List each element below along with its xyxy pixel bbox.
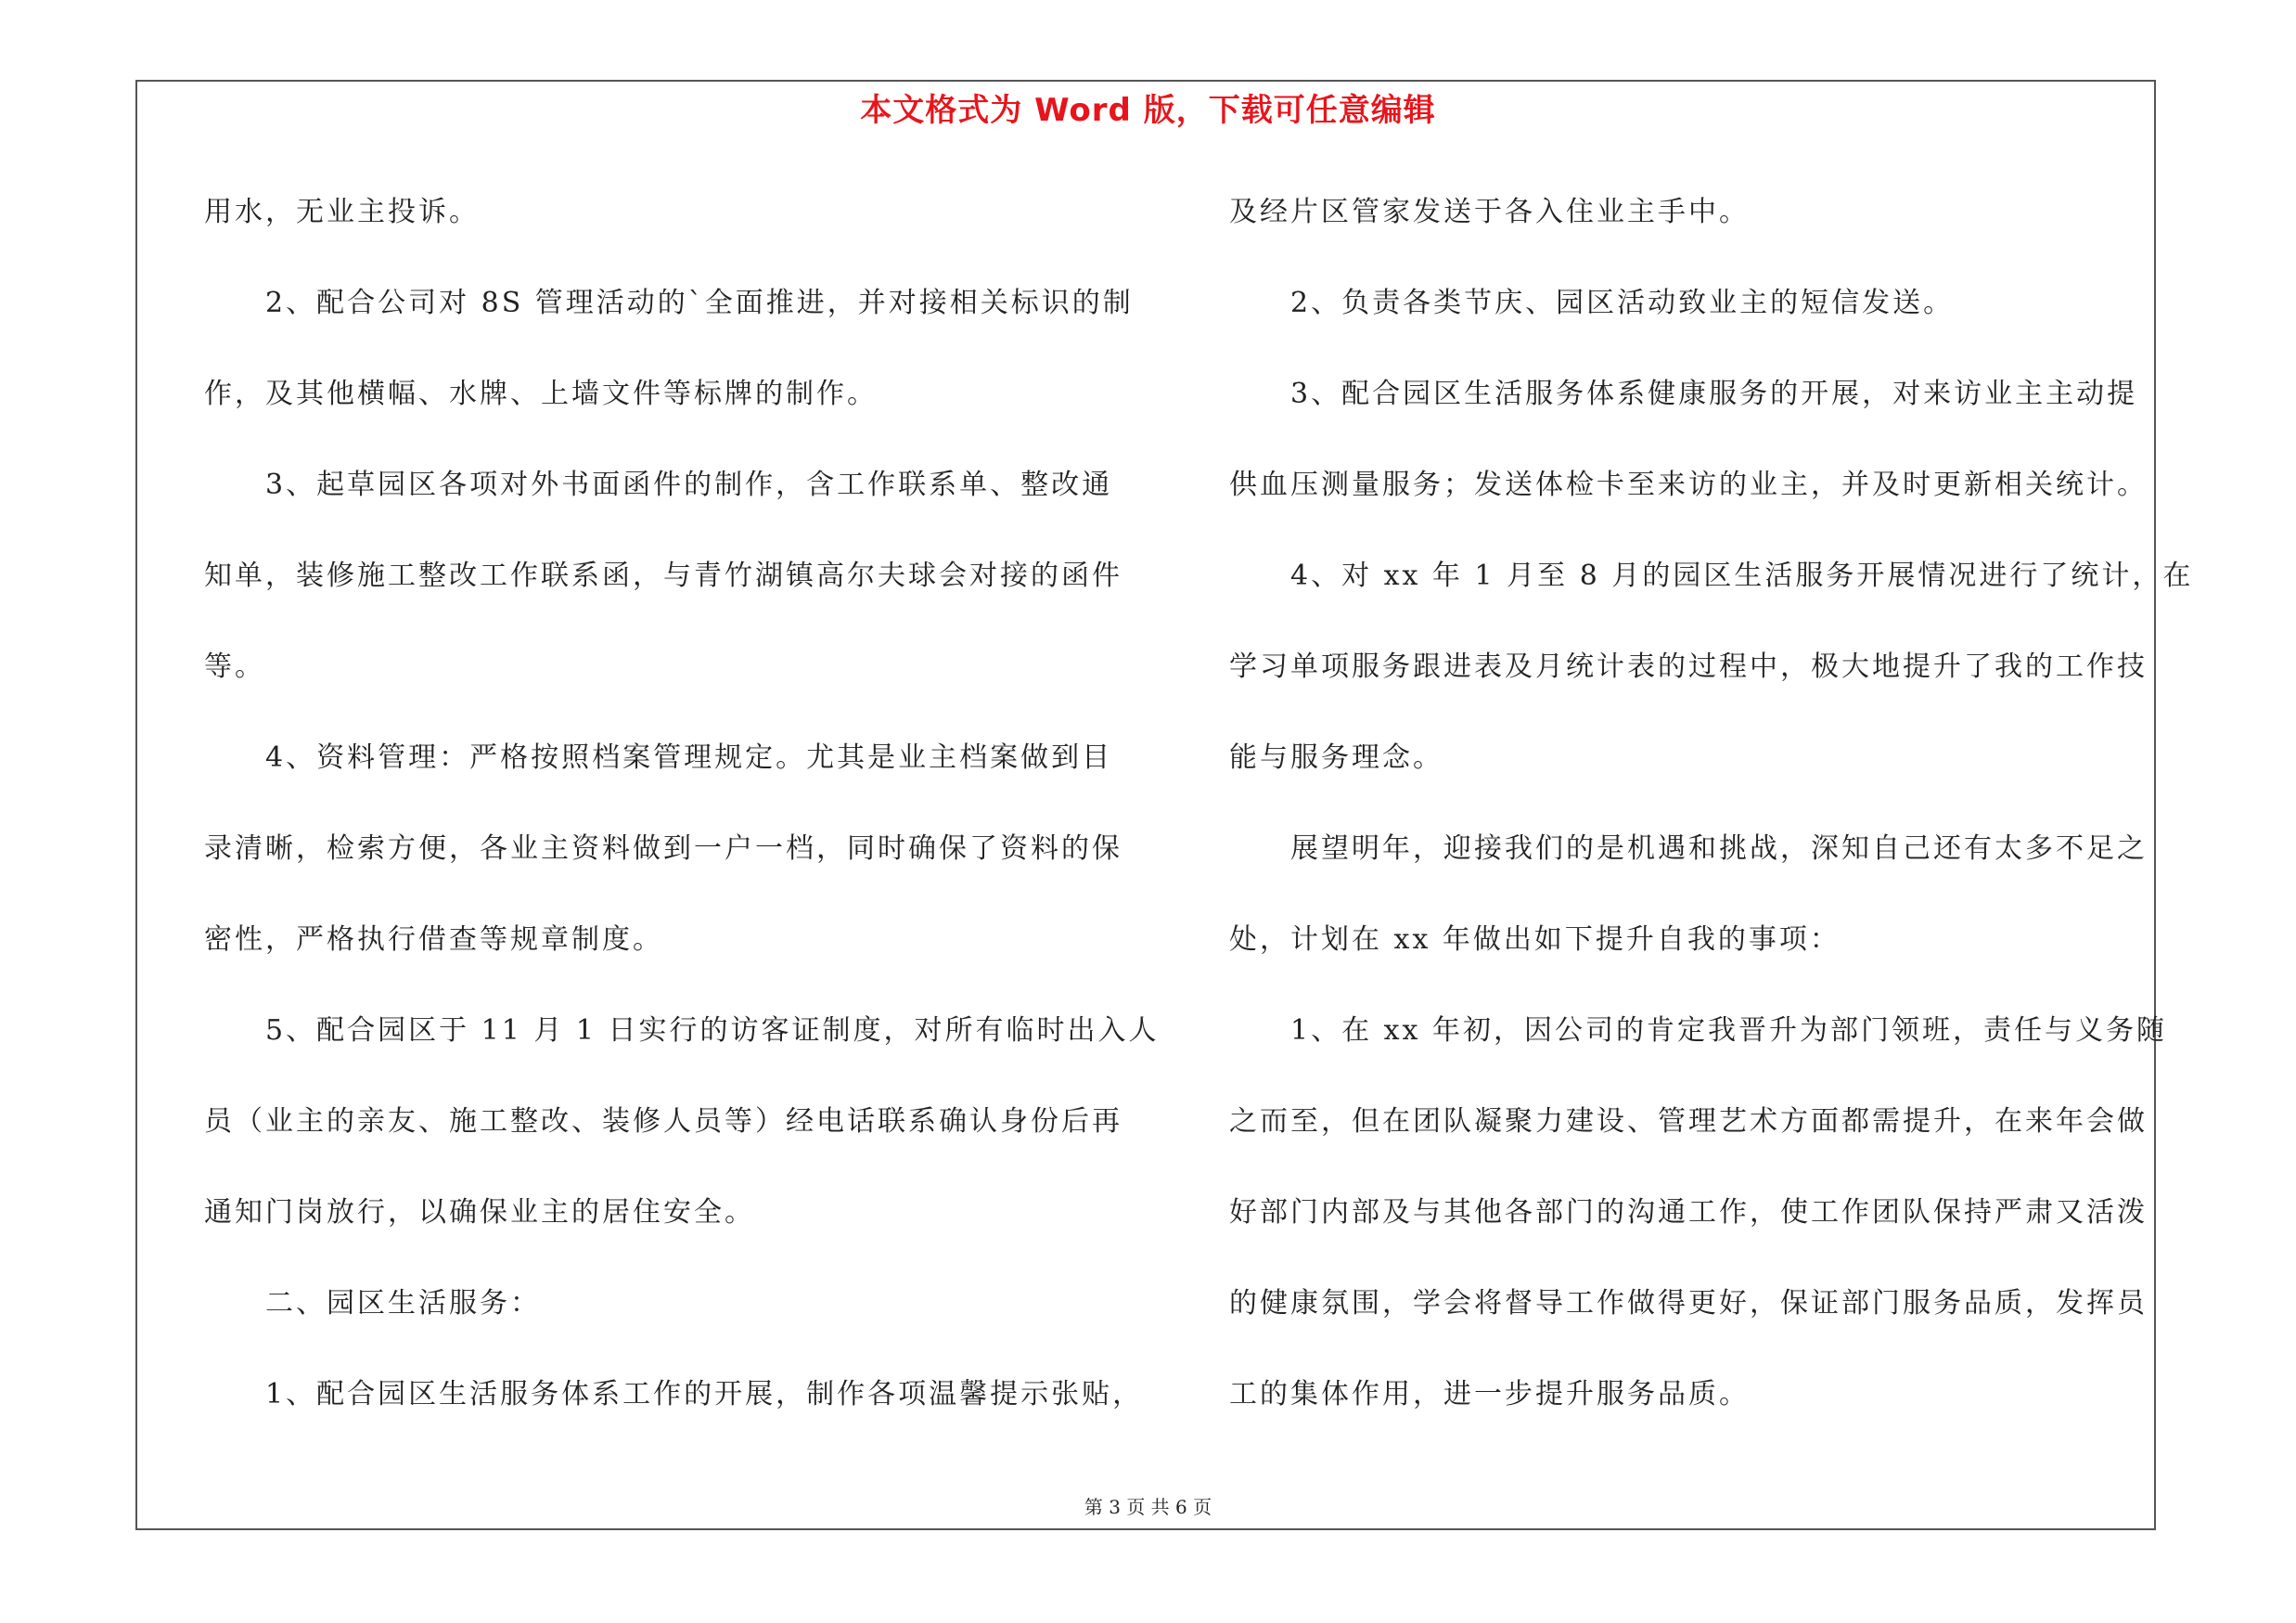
text-line: 展望明年，迎接我们的是机遇和挑战，深知自己还有太多不足之 <box>1229 832 2148 865</box>
text-line: 员（业主的亲友、施工整改、装修人员等）经电话联系确认身份后再 <box>204 1105 1122 1138</box>
text-line: 工的集体作用，进一步提升服务品质。 <box>1229 1378 1750 1410</box>
format-notice-banner: 本文格式为 Word 版，下载可任意编辑 <box>860 92 1436 129</box>
text-line: 用水，无业主投诉。 <box>204 196 480 228</box>
text-line: 作，及其他横幅、水牌、上墙文件等标牌的制作。 <box>204 378 878 410</box>
text-line: 密性，严格执行借查等规章制度。 <box>204 923 663 956</box>
text-line: 录清晰，检索方便，各业主资料做到一户一档，同时确保了资料的保 <box>204 832 1122 865</box>
text-line: 等。 <box>204 650 265 683</box>
text-line: 2、负责各类节庆、园区活动致业主的短信发送。 <box>1229 287 1955 319</box>
text-line: 5、配合园区于 11 月 1 日实行的访客证制度，对所有临时出入人 <box>204 1014 1160 1047</box>
text-line: 1、配合园区生活服务体系工作的开展，制作各项温馨提示张贴， <box>204 1378 1144 1410</box>
text-line: 及经片区管家发送于各入住业主手中。 <box>1229 196 1750 228</box>
text-line: 3、起草园区各项对外书面函件的制作，含工作联系单、整改通 <box>204 469 1113 501</box>
text-line: 2、配合公司对 8S 管理活动的`全面推进，并对接相关标识的制 <box>204 287 1134 319</box>
text-line: 供血压测量服务；发送体检卡至来访的业主，并及时更新相关统计。 <box>1229 469 2148 501</box>
text-line: 4、资料管理：严格按照档案管理规定。尤其是业主档案做到目 <box>204 741 1113 774</box>
text-line: 之而至，但在团队凝聚力建设、管理艺术方面都需提升，在来年会做 <box>1229 1105 2148 1138</box>
section-heading: 二、园区生活服务： <box>204 1287 541 1320</box>
text-line: 4、对 xx 年 1 月至 8 月的园区生活服务开展情况进行了统计，在 <box>1229 560 2194 592</box>
text-line: 处，计划在 xx 年做出如下提升自我的事项： <box>1229 923 1841 956</box>
text-line: 好部门内部及与其他各部门的沟通工作，使工作团队保持严肃又活泼 <box>1229 1196 2148 1229</box>
text-line: 能与服务理念。 <box>1229 741 1443 774</box>
text-line: 的健康氛围，学会将督导工作做得更好，保证部门服务品质，发挥员 <box>1229 1287 2148 1320</box>
text-line: 3、配合园区生活服务体系健康服务的开展，对来访业主主动提 <box>1229 378 2138 410</box>
page-number: 第 3 页 共 6 页 <box>1084 1496 1212 1518</box>
text-line: 学习单项服务跟进表及月统计表的过程中，极大地提升了我的工作技 <box>1229 650 2148 683</box>
text-line: 通知门岗放行，以确保业主的居住安全。 <box>204 1196 755 1229</box>
text-line: 知单，装修施工整改工作联系函，与青竹湖镇高尔夫球会对接的函件 <box>204 560 1122 592</box>
text-line: 1、在 xx 年初，因公司的肯定我晋升为部门领班，责任与义务随 <box>1229 1014 2167 1047</box>
